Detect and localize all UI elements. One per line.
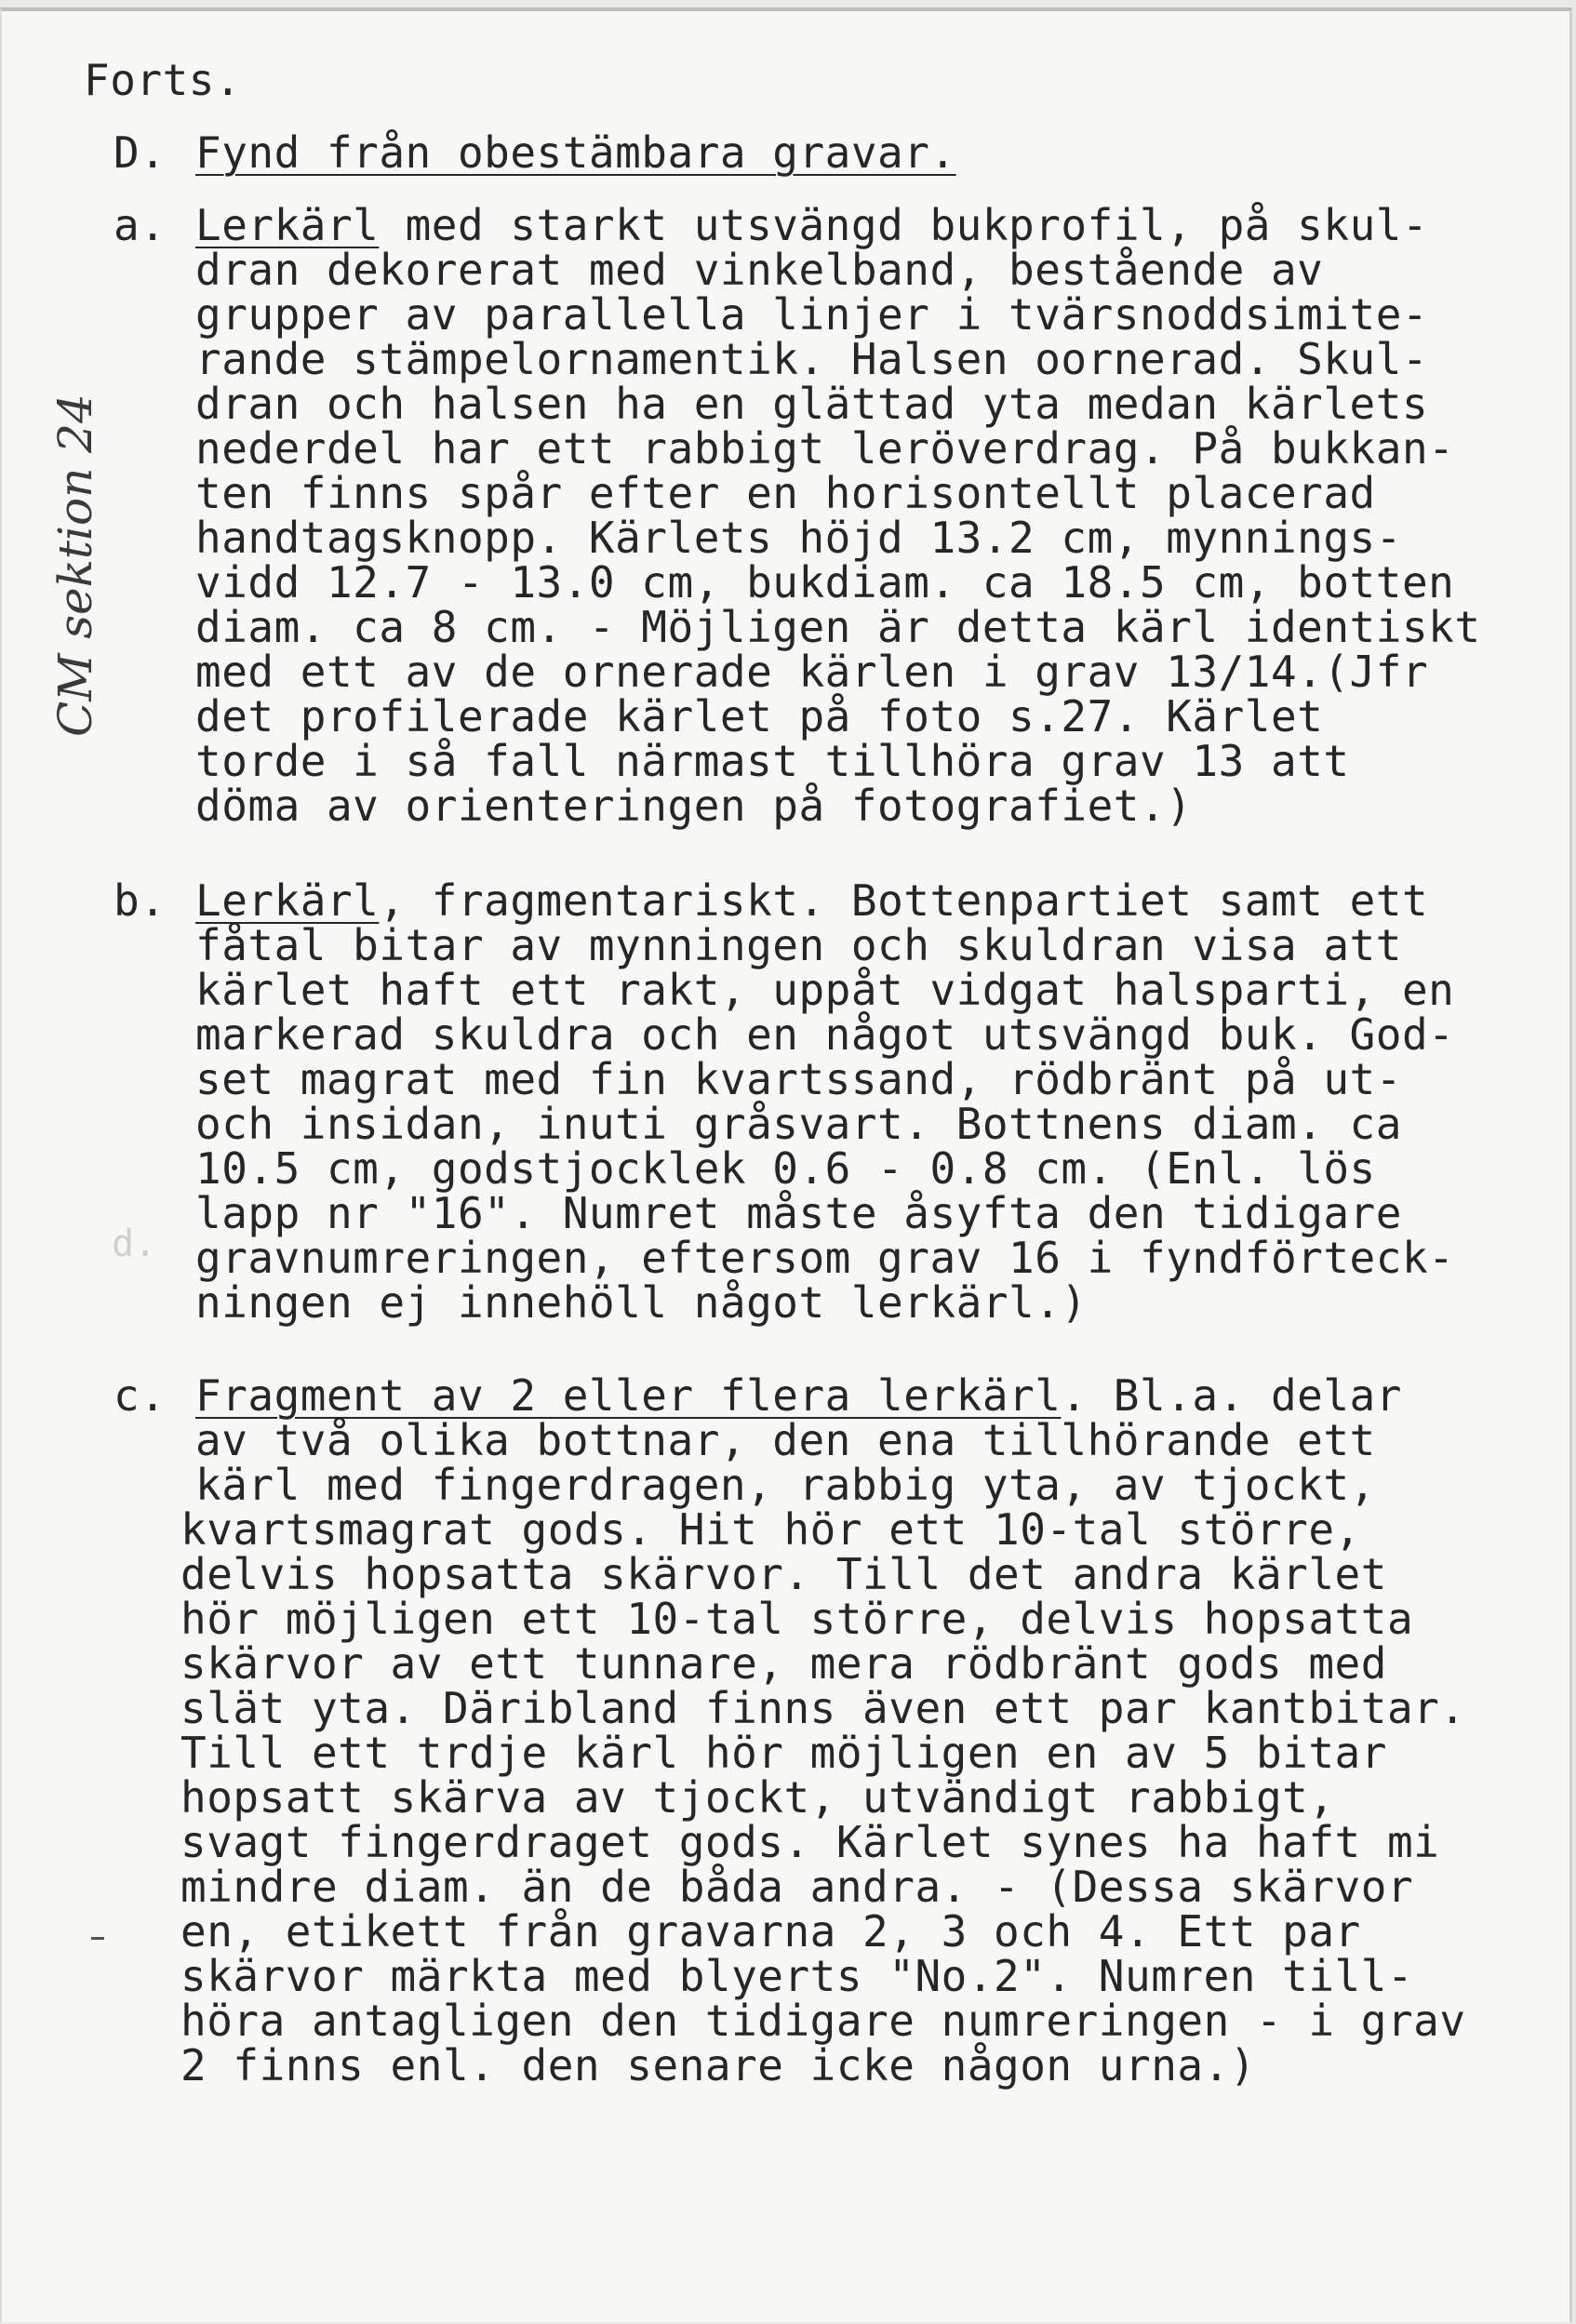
item-a-line: dran och halsen ha en glättad yta medan kärlets (195, 379, 1429, 429)
item-c-line: delvis hopsatta skärvor. Till det andra kärlet (180, 1549, 1387, 1599)
item-c-line: skärvor av ett tunnare, mera rödbränt gods med (180, 1638, 1387, 1689)
item-a-lead: Lerkärl (195, 200, 380, 250)
item-a-first-line (195, 200, 1429, 250)
item-b-line: gravnumreringen, eftersom grav 16 i fyndförteck- (195, 1233, 1455, 1283)
index-card (0, 7, 1572, 2322)
item-c-line: Till ett trdje kärl hör möjligen en av 5 bitar (180, 1728, 1387, 1778)
stray-mark (91, 1937, 104, 1940)
item-a-line: grupper av parallella linjer i tvärsnoddsimite- (195, 289, 1429, 340)
margin-handwritten-note: CM sektion 24 (48, 394, 102, 737)
continuation-label: Forts. (84, 55, 242, 105)
item-a-line: handtagsknopp. Kärlets höjd 13.2 cm, mynnings- (195, 513, 1402, 563)
item-b-letter: b. (114, 875, 167, 926)
item-a-line: det profilerade kärlet på foto s.27. Kärlet (195, 691, 1324, 741)
item-b-line: set magrat med fin kvartssand, rödbränt på ut- (195, 1054, 1402, 1104)
item-a-line: diam. ca 8 cm. - Möjligen är detta kärl identiskt (195, 602, 1481, 652)
item-a-letter: a. (114, 200, 167, 250)
item-c-line: svagt fingerdraget gods. Kärlet synes ha haft mi (180, 1817, 1440, 1867)
item-c-line: av två olika bottnar, den ena tillhörande ett (195, 1415, 1376, 1465)
item-a-first-rest: med starkt utsvängd bukprofil, på skul- (379, 200, 1429, 250)
item-a-line: dran dekorerat med vinkelband, bestående av (195, 245, 1324, 295)
item-a-line: döma av orienteringen på fotografiet.) (195, 781, 1193, 831)
item-c-line: slät yta. Däribland finns även ett par kantbitar. (180, 1683, 1466, 1733)
item-b-line: lapp nr "16". Numret måste åsyfta den tidigare (195, 1188, 1402, 1238)
item-a-line: ten finns spår efter en horisontellt placerad (195, 468, 1376, 518)
item-b-first-rest: , fragmentariskt. Bottenpartiet samt ett (379, 875, 1429, 926)
item-b-line: ningen ej innehöll något lerkärl.) (195, 1277, 1088, 1328)
item-a-line: nederdel har ett rabbigt leröverdrag. På bukkan- (195, 423, 1455, 474)
faint-mark: d. (112, 1222, 157, 1265)
item-c-first-rest: . Bl.a. delar (1061, 1370, 1402, 1421)
item-b-first-line (195, 875, 1429, 926)
item-c-lead: Fragment av 2 eller flera lerkärl (195, 1370, 1062, 1421)
section-letter: D. (114, 127, 167, 178)
item-c-letter: c. (114, 1370, 167, 1421)
item-c-line: kärl med fingerdragen, rabbig yta, av tjockt, (195, 1460, 1376, 1510)
item-a-line: vidd 12.7 - 13.0 cm, bukdiam. ca 18.5 cm, botten (195, 557, 1455, 608)
item-c-first-line (195, 1370, 1402, 1421)
item-a-line: rande stämpelornamentik. Halsen oornerad. Skul- (195, 334, 1429, 384)
section-title: Fynd från obestämbara gravar. (195, 127, 956, 178)
item-a-line: torde i så fall närmast tillhöra grav 13 att (195, 736, 1350, 786)
item-b-line: och insidan, inuti gråsvart. Bottnens diam. ca (195, 1099, 1402, 1149)
item-c-line: kvartsmagrat gods. Hit hör ett 10-tal större, (180, 1504, 1361, 1555)
item-b-line: markerad skuldra och en något utsvängd buk. God- (195, 1009, 1455, 1060)
item-c-line: mindre diam. än de båda andra. - (Dessa skärvor (180, 1862, 1414, 1912)
item-b-lead: Lerkärl (195, 875, 380, 926)
item-a-line: med ett av de ornerade kärlen i grav 13/14.(Jfr (195, 647, 1429, 697)
item-b-line: kärlet haft ett rakt, uppåt vidgat halsparti, en (195, 965, 1455, 1015)
item-c-line: hopsatt skärva av tjockt, utvändigt rabbigt, (180, 1772, 1335, 1823)
item-c-line: en, etikett från gravarna 2, 3 och 4. Ett par (180, 1906, 1361, 1957)
item-c-line: hör möjligen ett 10-tal större, delvis hopsatta (180, 1594, 1414, 1644)
item-c-line: skärvor märkta med blyerts "No.2". Numren till- (180, 1951, 1414, 2001)
item-c-line: 2 finns enl. den senare icke någon urna.) (180, 2040, 1256, 2090)
item-c-line: höra antagligen den tidigare numreringen - i grav (180, 1996, 1466, 2046)
item-b-line: fåtal bitar av mynningen och skuldran visa att (195, 920, 1402, 970)
item-b-line: 10.5 cm, godstjocklek 0.6 - 0.8 cm. (Enl. lös (195, 1143, 1376, 1194)
